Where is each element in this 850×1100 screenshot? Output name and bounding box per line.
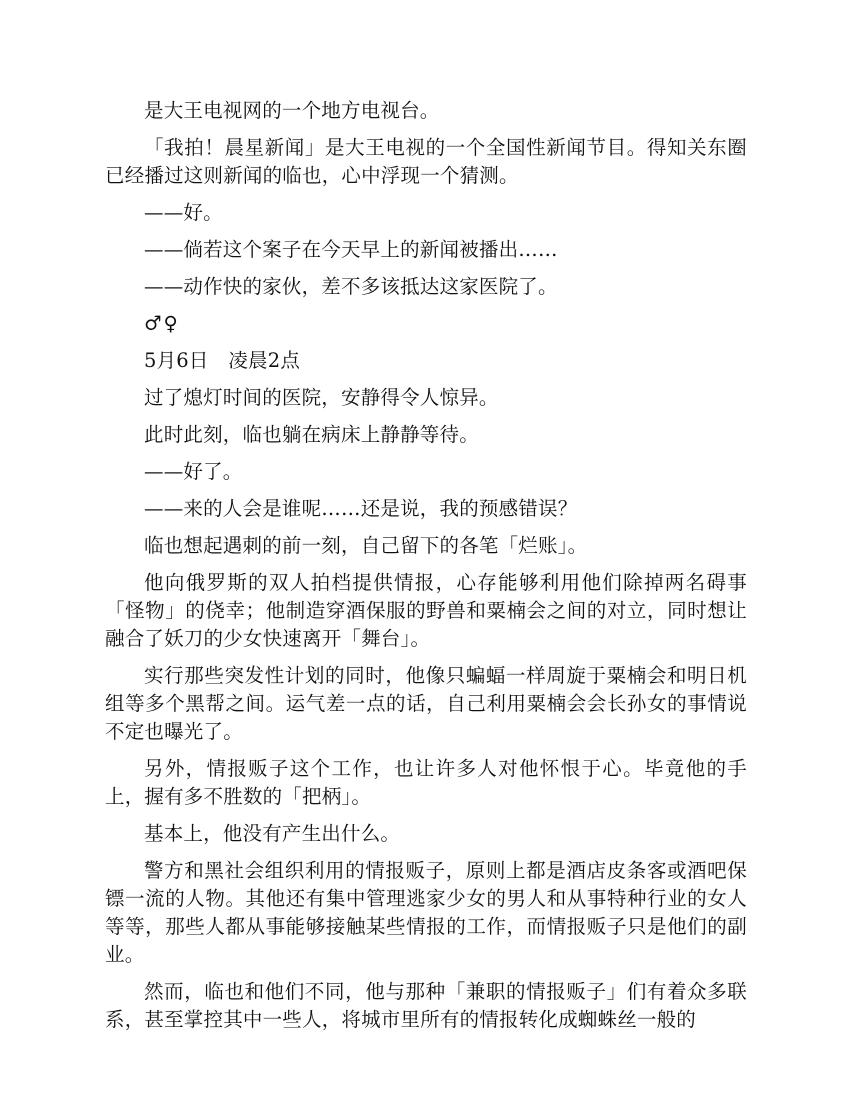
paragraph: 警方和黑社会组织利用的情报贩子，原则上都是酒店皮条客或酒吧保镖一流的人物。其他还有集中管理逃家少女的男人和从事特种行业的女人等等，那些人都从事能够接触某些情报的工作，而情报贩子只是他们的副业。 bbox=[105, 859, 747, 966]
paragraph: 「我拍！晨星新闻」是大王电视的一个全国性新闻节目。得知关东圈已经播过这则新闻的临也，心中浮现一个猜测。 bbox=[105, 136, 747, 187]
paragraph: ——倘若这个案子在今天早上的新闻被播出…… bbox=[144, 238, 558, 261]
paragraph: ——动作快的家伙，差不多该抵达这家医院了。 bbox=[144, 275, 558, 298]
paragraph: ——来的人会是谁呢……还是说，我的预感错误？ bbox=[144, 497, 578, 520]
paragraph: 实行那些突发性计划的同时，他像只蝙蝠一样周旋于粟楠会和明日机组等多个黑帮之间。运气差一点的话，自己利用粟楠会会长孙女的事情说不定也曝光了。 bbox=[105, 664, 747, 743]
section-timestamp: 5月6日 凌晨2点 bbox=[144, 349, 301, 372]
paragraph: 另外，情报贩子这个工作，也让许多人对他怀恨于心。毕竟他的手上，握有多不胜数的「把柄」。 bbox=[105, 757, 747, 808]
paragraph: 是大王电视网的一个地方电视台。 bbox=[144, 99, 440, 122]
paragraph: 临也想起遇刺的前一刻，自己留下的各笔「烂账」。 bbox=[144, 534, 588, 557]
document-page bbox=[105, 97, 747, 1043]
paragraph: 此时此刻，临也躺在病床上静静等待。 bbox=[144, 423, 479, 446]
paragraph: 过了熄灯时间的医院，安静得令人惊异。 bbox=[144, 386, 499, 409]
paragraph: 然而，临也和他们不同，他与那种「兼职的情报贩子」们有着众多联系，甚至掌控其中一些人，将城市里所有的情报转化成蜘蛛丝一般的 bbox=[105, 980, 747, 1031]
paragraph: 基本上，他没有产生出什么。 bbox=[144, 822, 401, 845]
section-divider-symbols: ♂♀ bbox=[144, 312, 180, 335]
paragraph: 他向俄罗斯的双人拍档提供情报，心存能够利用他们除掉两名碍事「怪物」的侥幸；他制造穿酒保服的野兽和粟楠会之间的对立，同时想让融合了妖刀的少女快速离开「舞台」。 bbox=[105, 571, 747, 650]
paragraph: ——好了。 bbox=[144, 460, 243, 483]
paragraph: ——好。 bbox=[144, 201, 223, 224]
